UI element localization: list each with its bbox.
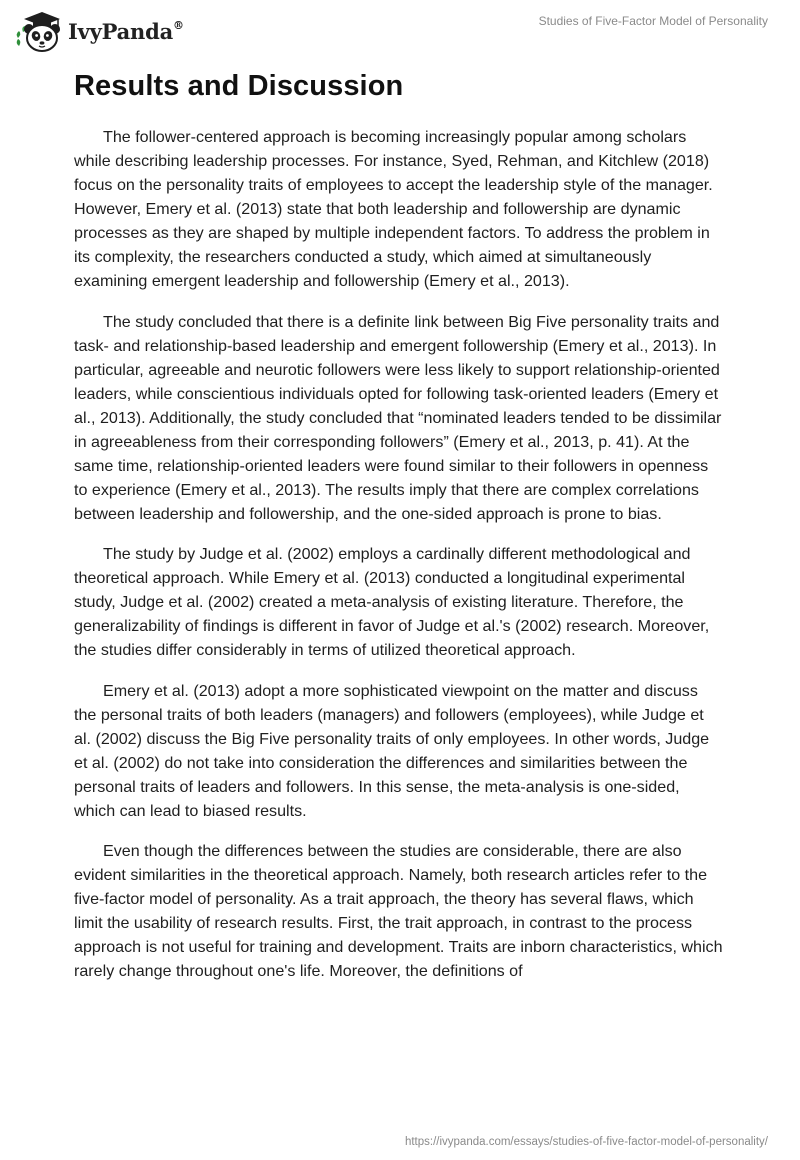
source-url[interactable]: https://ivypanda.com/essays/studies-of-five-factor-model-of-personality/ xyxy=(404,1136,768,1148)
article-content xyxy=(74,70,724,1000)
brand-text: IvyPanda xyxy=(68,18,174,44)
registered-mark: ® xyxy=(173,18,184,32)
panda-graduation-cap-icon xyxy=(14,8,62,54)
brand-name xyxy=(68,19,184,44)
document-title: Studies of Five-Factor Model of Personality xyxy=(538,14,768,28)
page-header xyxy=(0,0,800,60)
ivypanda-logo[interactable] xyxy=(14,8,184,54)
paragraph-5: Even though the differences between the studies are considerable, there are also evident similarities in the theoretical approach. Namely, both research articles refer to the five-factor model of personality. As a trait approach, the theory has several flaws, which limit the usability of research results. First, the trait approach, in contrast to the process approach is not useful for training and development. Traits are inborn characteristics, which rarely change throughout one's life. Moreover, the definitions of xyxy=(74,842,723,980)
section-heading: Results and Discussion xyxy=(74,70,404,102)
paragraph-4: Emery et al. (2013) adopt a more sophisticated viewpoint on the matter and discuss the personal traits of both leaders (managers) and followers (employees), while Judge et al. (2002) discuss the Big Five personality traits of only employees. In other words, Judge et al. (2002) do not take into consideration the differences and similarities between the personal traits of leaders and followers. In this sense, the meta-analysis is one-sided, which can lead to biased results. xyxy=(74,681,710,820)
paragraph-1: The follower-centered approach is becoming increasingly popular among scholars while describing leadership processes. For instance, Syed, Rehman, and Kitchlew (2018) focus on the personality traits of employees to accept the leadership style of the manager. However, Emery et al. (2013) state that both leadership and followership are dynamic processes as they are shaped by multiple independent factors. To address the problem in its complexity, the researchers conducted a study, which aimed at simultaneously examining emergent leadership and followership (Emery et al., 2013). xyxy=(74,128,713,290)
paragraph-2: The study concluded that there is a definite link between Big Five personality traits and task- and relationship-based leadership and emergent followership (Emery et al., 2013). In particular, agreeable and neurotic followers were less likely to support relationship-oriented leaders, while conscientious individuals opted for following task-oriented leaders (Emery et al., 2013). Additionally, the study concluded that “nominated leaders tended to be dissimilar in agreeableness from their corresponding followers” (Emery et al., 2013, p. 41). At the same time, relationship-oriented leaders were found similar to their followers in openness to experience (Emery et al., 2013). The results imply that there are complex correlations between leadership and followership, and the one-sided approach is prone to bias. xyxy=(74,312,722,523)
paragraph-3: The study by Judge et al. (2002) employs a cardinally different methodological and theoretical approach. While Emery et al. (2013) conducted a longitudinal experimental study, Judge et al. (2002) created a meta-analysis of existing literature. Therefore, the generalizability of findings is different in favor of Judge et al.'s (2002) research. Moreover, the studies differ considerably in terms of utilized theoretical approach. xyxy=(74,545,710,659)
